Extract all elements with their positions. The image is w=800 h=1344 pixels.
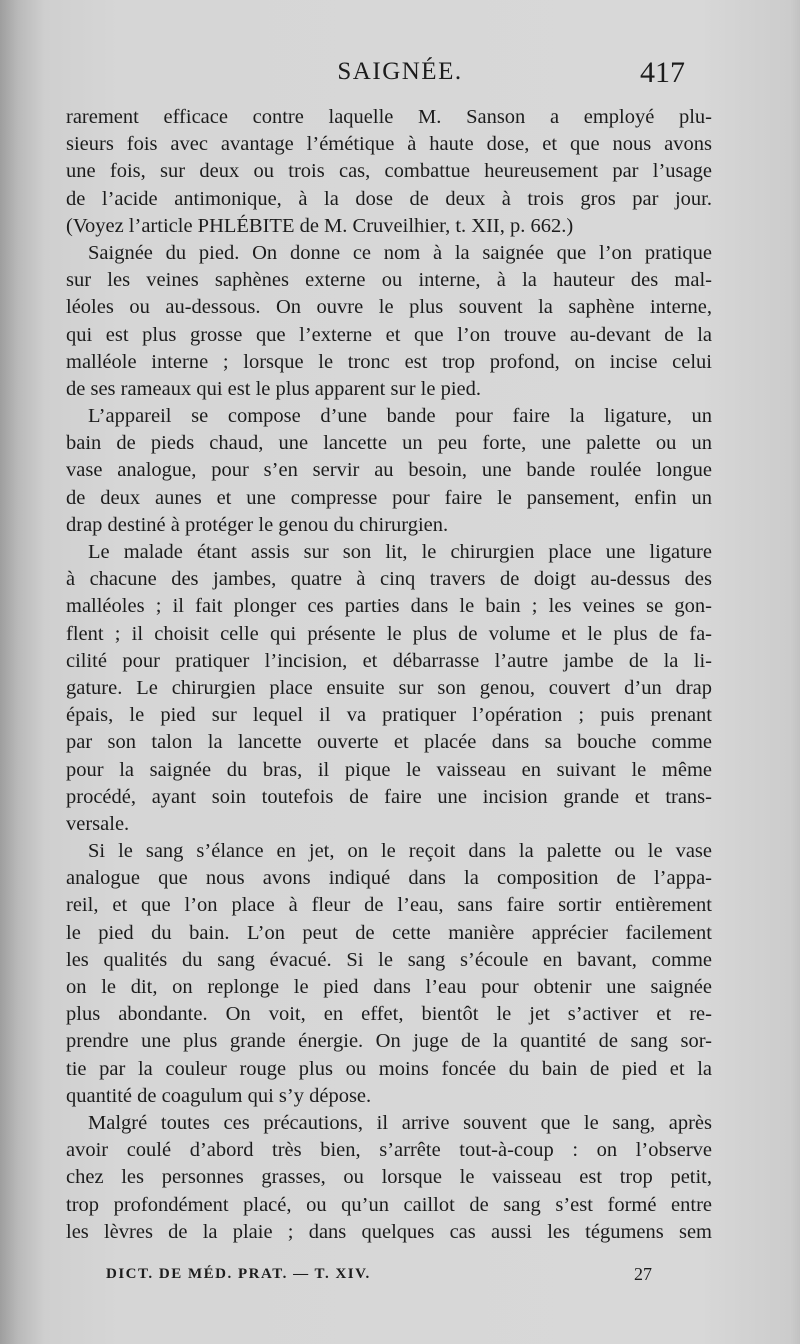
text-line: malléole interne ; lorsque le tronc est trop profond, on incise celui <box>66 350 712 373</box>
text-line: Si le sang s’élance en jet, on le reçoit dans la palette ou le vase <box>88 840 712 863</box>
text-line: de l’acide antimonique, à la dose de deux à trois gros par jour. <box>66 187 712 210</box>
text-line: chez les personnes grasses, ou lorsque le vaisseau est trop petit, <box>66 1166 712 1189</box>
text-line: une fois, sur deux ou trois cas, combattue heureusement par l’usage <box>66 160 712 183</box>
text-line: sur les veines saphènes externe ou interne, à la hauteur des mal- <box>66 269 712 292</box>
printer-signature: DICT. DE MÉD. PRAT. — T. XIV. <box>106 1266 371 1282</box>
text-line: cilité pour pratiquer l’incision, et débarrasse l’autre jambe de la li- <box>66 649 712 672</box>
text-line: rarement efficace contre laquelle M. Sanson a employé plu- <box>66 106 712 128</box>
text-line: vase analogue, pour s’en servir au besoin, une bande roulée longue <box>66 459 712 482</box>
text-line: avoir coulé d’abord très bien, s’arrête tout-à-coup : on l’observe <box>66 1139 712 1162</box>
text-line: plus abondante. On voit, en effet, bientôt le jet s’activer et re- <box>66 1003 712 1026</box>
page-number: 417 <box>640 56 685 89</box>
text-line: les lèvres de la plaie ; dans quelques cas aussi les tégumens sem <box>66 1220 712 1243</box>
text-line: qui est plus grosse que l’externe et que l’on trouve au-devant de la <box>66 323 712 346</box>
text-line: versale. <box>66 812 130 835</box>
text-line: trop profondément placé, ou qu’un caillot de sang s’est formé entre <box>66 1193 712 1216</box>
text-line: gature. Le chirurgien place ensuite sur son genou, couvert d’un drap <box>66 676 712 699</box>
text-line: malléoles ; il fait plonger ces parties dans le bain ; les veines se gon- <box>66 595 712 618</box>
text-line: analogue que nous avons indiqué dans la composition de l’appa- <box>66 867 712 890</box>
text-line: épais, le pied sur lequel il va pratiquer l’opération ; puis prenant <box>66 704 712 727</box>
text-line: les qualités du sang évacué. Si le sang s’écoule en bavant, comme <box>66 948 712 971</box>
text-body <box>66 104 712 1246</box>
page-header <box>0 52 800 98</box>
text-line: par son talon la lancette ouverte et placée dans sa bouche comme <box>66 731 712 754</box>
text-line: quantité de coagulum qui s’y dépose. <box>66 1084 372 1107</box>
text-line: Saignée du pied. On donne ce nom à la saignée que l’on pratique <box>88 241 712 264</box>
text-line: reil, et que l’on place à fleur de l’eau, sans faire sortir entièrement <box>66 894 712 917</box>
text-line: (Voyez l’article PHLÉBITE de M. Cruveilhier, t. XII, p. 662.) <box>66 214 574 237</box>
text-line: pour la saignée du bras, il pique le vaisseau en suivant le même <box>66 758 712 781</box>
text-line: de deux aunes et une compresse pour faire le pansement, enfin un <box>66 486 712 509</box>
text-line: le pied du bain. L’on peut de cette manière apprécier facilement <box>66 921 712 944</box>
text-line: drap destiné à protéger le genou du chirurgien. <box>66 513 449 536</box>
text-line: L’appareil se compose d’une bande pour faire la ligature, un <box>88 405 712 428</box>
text-line: procédé, ayant soin toutefois de faire une incision grande et trans- <box>66 785 712 808</box>
text-line: Malgré toutes ces précautions, il arrive souvent que le sang, après <box>88 1111 712 1134</box>
text-line: à chacune des jambes, quatre à cinq travers de doigt au-dessus des <box>66 568 712 591</box>
text-line: de ses rameaux qui est le plus apparent sur le pied. <box>66 377 481 400</box>
running-title: SAIGNÉE. <box>337 58 463 85</box>
text-line: léoles ou au-dessous. On ouvre le plus souvent la saphène interne, <box>66 296 712 319</box>
sheet-number: 27 <box>634 1264 652 1284</box>
text-line: Le malade étant assis sur son lit, le chirurgien place une ligature <box>88 541 712 563</box>
text-line: bain de pieds chaud, une lancette un peu forte, une palette ou un <box>66 432 712 455</box>
text-line: flent ; il choisit celle qui présente le plus de volume et le plus de fa- <box>66 622 712 645</box>
text-line: sieurs fois avec avantage l’émétique à haute dose, et que nous avons <box>66 133 712 156</box>
text-line: on le dit, on replonge le pied dans l’eau pour obtenir une saignée <box>66 976 712 998</box>
page-footer <box>0 1262 800 1292</box>
text-line: tie par la couleur rouge plus ou moins foncée du bain de pied et la <box>66 1057 712 1080</box>
text-line: prendre une plus grande énergie. On juge de la quantité de sang sor- <box>66 1030 712 1053</box>
